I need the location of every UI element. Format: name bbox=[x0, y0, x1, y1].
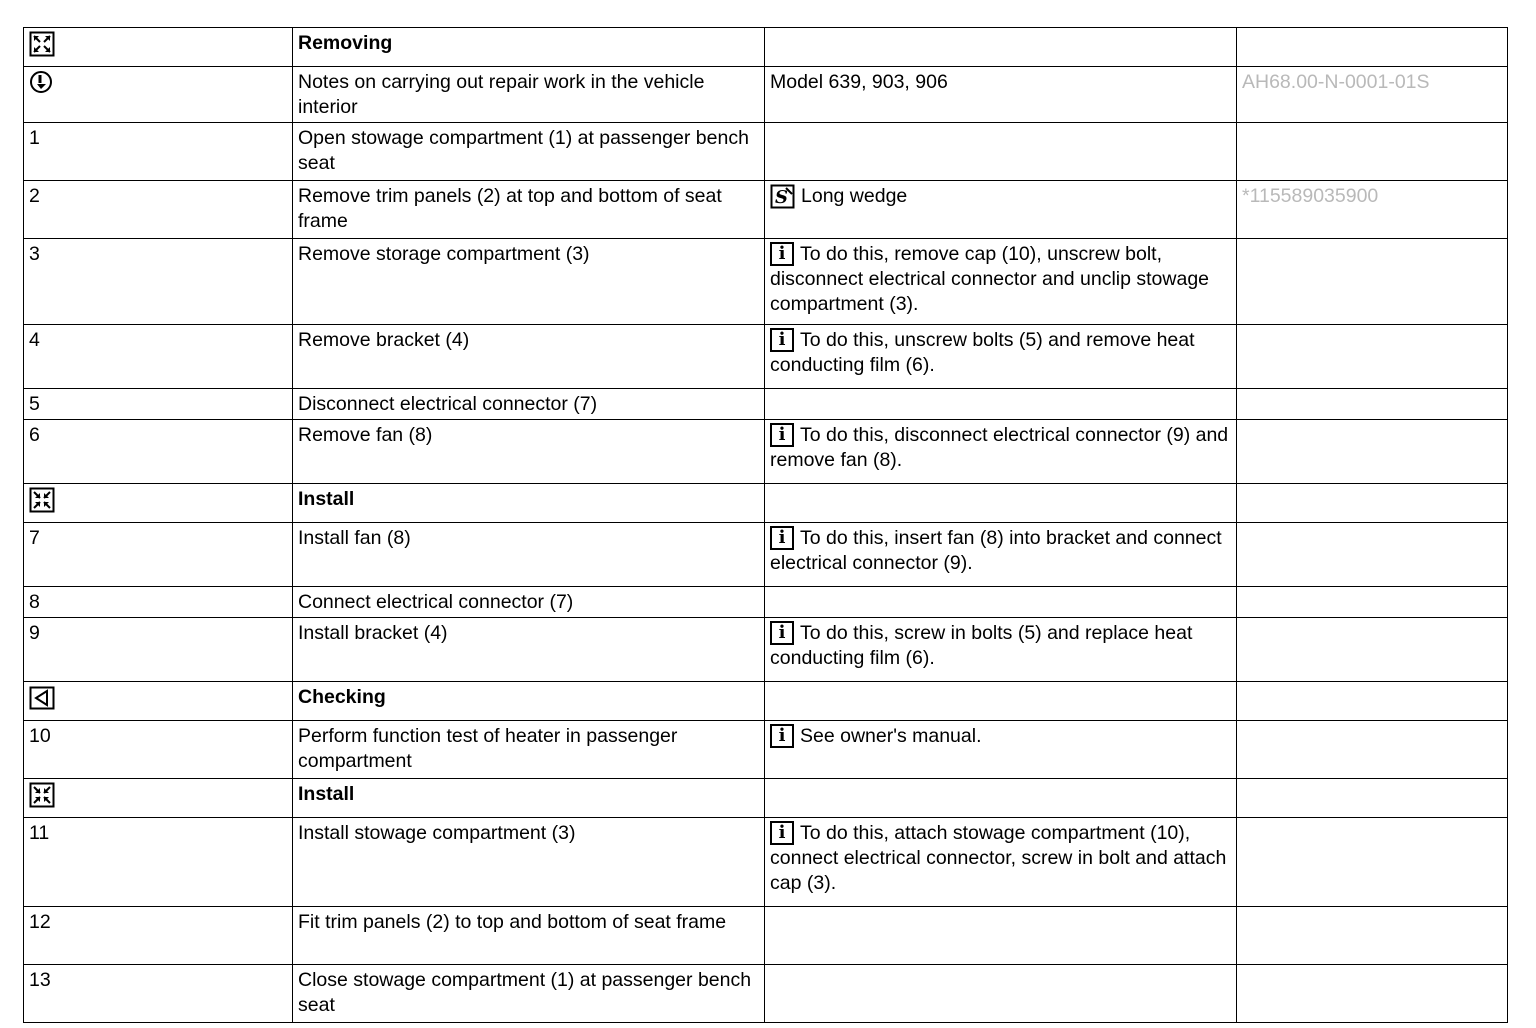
step-number-cell bbox=[24, 587, 293, 618]
step-number-cell bbox=[24, 907, 293, 965]
step-number-cell bbox=[24, 779, 293, 818]
step-description-cell bbox=[293, 325, 765, 389]
step-note-cell bbox=[765, 907, 1237, 965]
step-description-cell bbox=[293, 28, 765, 67]
reference-number: *115589035900 bbox=[1242, 185, 1379, 207]
step-description-cell bbox=[293, 818, 765, 907]
reference-cell bbox=[1237, 28, 1508, 67]
step-note: Model 639, 903, 906 bbox=[770, 71, 948, 93]
reference-cell bbox=[1237, 818, 1508, 907]
step-row bbox=[24, 181, 1508, 239]
step-number-cell bbox=[24, 618, 293, 682]
reference-cell bbox=[1237, 389, 1508, 420]
step-note: Long wedge bbox=[801, 185, 908, 207]
step-number-cell bbox=[24, 123, 293, 181]
step-note-cell bbox=[765, 181, 1237, 239]
step-description: Close stowage compartment (1) at passenger bench seat bbox=[298, 969, 752, 1016]
step-note: To do this, screw in bolts (5) and replace heat conducting film (6). bbox=[770, 622, 1193, 669]
repair-steps-body bbox=[24, 28, 1508, 1023]
section-row bbox=[24, 779, 1508, 818]
step-description: Install bracket (4) bbox=[298, 622, 448, 644]
reference-cell bbox=[1237, 965, 1508, 1023]
step-note-cell bbox=[765, 239, 1237, 325]
section-title: Removing bbox=[298, 32, 393, 54]
step-number-cell bbox=[24, 239, 293, 325]
step-description-cell bbox=[293, 682, 765, 721]
step-description: Install stowage compartment (3) bbox=[298, 822, 576, 844]
step-note-cell bbox=[765, 28, 1237, 67]
step-note: To do this, remove cap (10), unscrew bolt, disconnect electrical connector and unclip stowage compartment (3). bbox=[770, 243, 1210, 315]
step-row bbox=[24, 67, 1508, 123]
install-arrows-icon bbox=[29, 782, 55, 815]
step-description: Perform function test of heater in passenger compartment bbox=[298, 725, 678, 772]
step-number-cell bbox=[24, 325, 293, 389]
step-description-cell bbox=[293, 420, 765, 484]
step-description-cell bbox=[293, 123, 765, 181]
step-description: Remove bracket (4) bbox=[298, 329, 470, 351]
step-number: 4 bbox=[29, 329, 40, 351]
step-row bbox=[24, 123, 1508, 181]
step-number-cell bbox=[24, 682, 293, 721]
step-description: Open stowage compartment (1) at passenger bench seat bbox=[298, 127, 749, 174]
step-note-cell bbox=[765, 721, 1237, 779]
step-number: 10 bbox=[29, 725, 51, 747]
reference-cell bbox=[1237, 484, 1508, 523]
info-icon: i bbox=[770, 242, 794, 266]
step-description-cell bbox=[293, 587, 765, 618]
step-row bbox=[24, 587, 1508, 618]
step-note-cell bbox=[765, 123, 1237, 181]
reference-cell bbox=[1237, 587, 1508, 618]
reference-cell bbox=[1237, 721, 1508, 779]
step-note-cell bbox=[765, 965, 1237, 1023]
step-note-cell bbox=[765, 67, 1237, 123]
step-note-cell bbox=[765, 587, 1237, 618]
step-number-cell bbox=[24, 420, 293, 484]
info-icon: i bbox=[770, 621, 794, 645]
step-row bbox=[24, 239, 1508, 325]
reference-cell bbox=[1237, 682, 1508, 721]
info-icon: i bbox=[770, 423, 794, 447]
removing-arrows-icon bbox=[29, 31, 55, 64]
reference-cell bbox=[1237, 618, 1508, 682]
notes-icon bbox=[29, 70, 55, 103]
step-number: 6 bbox=[29, 424, 40, 446]
step-note: To do this, insert fan (8) into bracket and connect electrical connector (9). bbox=[770, 527, 1222, 574]
step-row bbox=[24, 907, 1508, 965]
step-number: 13 bbox=[29, 969, 51, 991]
step-number-cell bbox=[24, 965, 293, 1023]
step-note-cell bbox=[765, 389, 1237, 420]
step-note: See owner's manual. bbox=[800, 725, 982, 747]
step-note: To do this, disconnect electrical connector (9) and remove fan (8). bbox=[770, 424, 1229, 471]
step-description: Remove storage compartment (3) bbox=[298, 243, 590, 265]
step-description-cell bbox=[293, 779, 765, 818]
step-note: To do this, unscrew bolts (5) and remove heat conducting film (6). bbox=[770, 329, 1195, 376]
step-number: 5 bbox=[29, 393, 40, 415]
step-row bbox=[24, 420, 1508, 484]
step-note: To do this, attach stowage compartment (10), connect electrical connector, screw in bolt and attach cap (3). bbox=[770, 822, 1227, 894]
reference-cell bbox=[1237, 523, 1508, 587]
section-title: Checking bbox=[298, 686, 386, 708]
step-number: 7 bbox=[29, 527, 40, 549]
reference-cell bbox=[1237, 123, 1508, 181]
info-icon: i bbox=[770, 526, 794, 550]
step-description-cell bbox=[293, 523, 765, 587]
step-note-cell bbox=[765, 779, 1237, 818]
step-note-cell bbox=[765, 682, 1237, 721]
step-description-cell bbox=[293, 907, 765, 965]
step-description: Fit trim panels (2) to top and bottom of seat frame bbox=[298, 911, 727, 933]
reference-cell bbox=[1237, 67, 1508, 123]
step-row bbox=[24, 618, 1508, 682]
step-number: 2 bbox=[29, 185, 40, 207]
info-icon: i bbox=[770, 724, 794, 748]
step-number-cell bbox=[24, 181, 293, 239]
repair-steps-table bbox=[23, 27, 1508, 1023]
reference-cell bbox=[1237, 779, 1508, 818]
step-number: 12 bbox=[29, 911, 51, 933]
step-number: 1 bbox=[29, 127, 40, 149]
step-number: 9 bbox=[29, 622, 40, 644]
step-row bbox=[24, 721, 1508, 779]
special-tool-icon bbox=[770, 184, 796, 208]
step-description: Install fan (8) bbox=[298, 527, 411, 549]
step-number: 3 bbox=[29, 243, 40, 265]
step-row bbox=[24, 818, 1508, 907]
step-number-cell bbox=[24, 484, 293, 523]
reference-cell bbox=[1237, 181, 1508, 239]
step-note-cell bbox=[765, 420, 1237, 484]
step-description-cell bbox=[293, 965, 765, 1023]
step-note-cell bbox=[765, 484, 1237, 523]
step-number: 11 bbox=[29, 822, 50, 844]
section-row bbox=[24, 484, 1508, 523]
info-icon: i bbox=[770, 328, 794, 352]
step-description-cell bbox=[293, 618, 765, 682]
section-title: Install bbox=[298, 488, 355, 510]
reference-cell bbox=[1237, 420, 1508, 484]
checking-icon bbox=[29, 685, 55, 718]
step-row bbox=[24, 389, 1508, 420]
reference-number: AH68.00-N-0001-01S bbox=[1242, 71, 1430, 93]
section-row bbox=[24, 28, 1508, 67]
section-row bbox=[24, 682, 1508, 721]
step-description-cell bbox=[293, 67, 765, 123]
step-description-cell bbox=[293, 484, 765, 523]
step-description: Disconnect electrical connector (7) bbox=[298, 393, 598, 415]
step-number-cell bbox=[24, 28, 293, 67]
step-number-cell bbox=[24, 818, 293, 907]
reference-cell bbox=[1237, 239, 1508, 325]
step-number: 8 bbox=[29, 591, 40, 613]
reference-cell bbox=[1237, 325, 1508, 389]
step-description-cell bbox=[293, 721, 765, 779]
step-note-cell bbox=[765, 818, 1237, 907]
svg-text:S: S bbox=[775, 187, 788, 208]
step-description: Remove trim panels (2) at top and bottom of seat frame bbox=[298, 185, 722, 232]
step-number-cell bbox=[24, 67, 293, 123]
step-row bbox=[24, 965, 1508, 1023]
step-number-cell bbox=[24, 721, 293, 779]
step-description: Remove fan (8) bbox=[298, 424, 433, 446]
step-note-cell bbox=[765, 325, 1237, 389]
step-description-cell bbox=[293, 239, 765, 325]
reference-cell bbox=[1237, 907, 1508, 965]
step-row bbox=[24, 523, 1508, 587]
step-description-cell bbox=[293, 181, 765, 239]
step-description-cell bbox=[293, 389, 765, 420]
step-description: Connect electrical connector (7) bbox=[298, 591, 574, 613]
step-description: Notes on carrying out repair work in the vehicle interior bbox=[298, 71, 705, 118]
step-note-cell bbox=[765, 618, 1237, 682]
step-number-cell bbox=[24, 389, 293, 420]
step-number-cell bbox=[24, 523, 293, 587]
info-icon: i bbox=[770, 821, 794, 845]
install-arrows-icon bbox=[29, 487, 55, 520]
section-title: Install bbox=[298, 783, 355, 805]
step-note-cell bbox=[765, 523, 1237, 587]
step-row bbox=[24, 325, 1508, 389]
